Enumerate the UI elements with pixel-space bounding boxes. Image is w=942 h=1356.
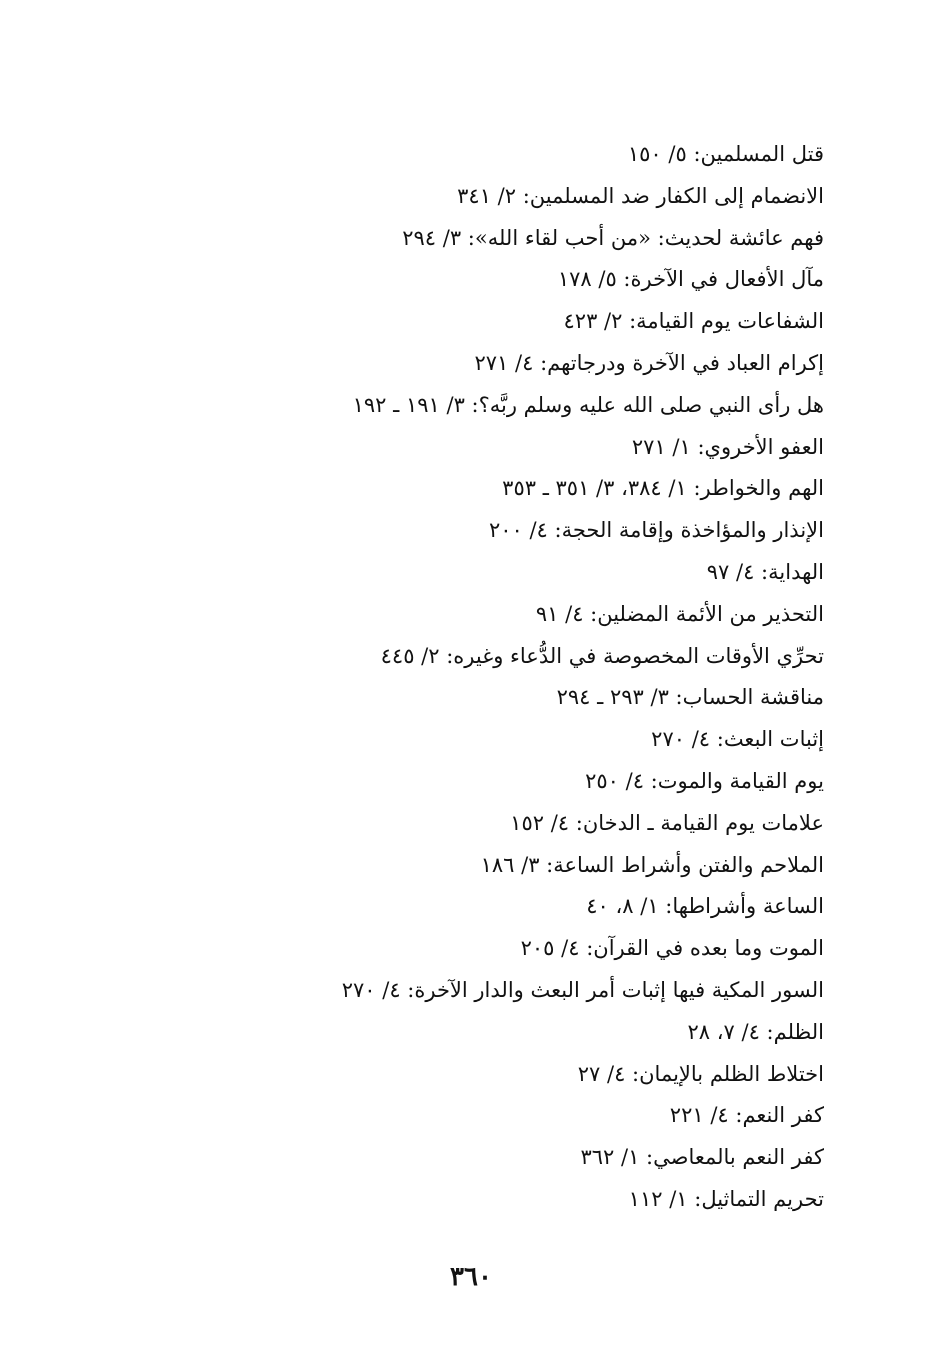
index-entry: تحريم التماثيل: ١/ ١١٢ [628,1186,824,1211]
index-entry: التحذير من الأئمة المضلين: ٤/ ٩١ [535,601,824,626]
index-entry: الهم والخواطر: ١/ ٣٨٤، ٣/ ٣٥١ ـ ٣٥٣ [502,476,824,501]
index-entry: الإنذار والمؤاخذة وإقامة الحجة: ٤/ ٢٠٠ [488,518,824,543]
index-entry: السور المكية فيها إثبات أمر البعث والدار الآخرة: ٤/ ٢٧٠ [341,977,824,1002]
index-entry: مآل الأفعال في الآخرة: ٥/ ١٧٨ [557,267,824,292]
index-entry: مناقشة الحساب: ٣/ ٢٩٣ ـ ٢٩٤ [556,685,824,710]
index-entry: تحرِّي الأوقات المخصوصة في الدُّعاء وغيره: ٢/ ٤٤٥ [380,643,824,668]
index-entry: علامات يوم القيامة ـ الدخان: ٤/ ١٥٢ [510,810,824,835]
index-entry: الانضمام إلى الكفار ضد المسلمين: ٢/ ٣٤١ [457,183,824,208]
index-entry: إكرام العباد في الآخرة ودرجاتهم: ٤/ ٢٧١ [474,350,824,375]
index-entry: الهداية: ٤/ ٩٧ [706,559,824,584]
index-entry: كفر النعم بالمعاصي: ١/ ٣٦٢ [580,1145,824,1170]
index-entry: الساعة وأشراطها: ١/ ٨، ٤٠ [586,894,824,919]
index-entry: الموت وما بعده في القرآن: ٤/ ٢٠٥ [520,936,824,961]
index-entry: الشفاعات يوم القيامة: ٢/ ٤٢٣ [563,309,824,334]
index-entry: الملاحم والفتن وأشراط الساعة: ٣/ ١٨٦ [480,852,824,877]
index-entry: إثبات البعث: ٤/ ٢٧٠ [651,727,824,752]
page-number: ٣٦٠ [450,1262,492,1292]
index-entry: هل رأى النبي صلى الله عليه وسلم ربَّه؟: ٣/ ١٩١ ـ ١٩٢ [352,392,824,417]
subject-index-list [264,134,824,1221]
index-entry: قتل المسلمين: ٥/ ١٥٠ [627,142,824,166]
index-entry: فهم عائشة لحديث: «من أحب لقاء الله»: ٣/ ٢٩٤ [402,225,824,250]
index-entry: اختلاط الظلم بالإيمان: ٤/ ٢٧ [577,1061,824,1086]
index-entry: كفر النعم: ٤/ ٢٢١ [669,1103,824,1128]
index-entry: الظلم: ٤/ ٧، ٢٨ [687,1019,824,1044]
index-entry: يوم القيامة والموت: ٤/ ٢٥٠ [585,768,824,793]
index-entry: العفو الأخروي: ١/ ٢٧١ [631,434,824,459]
